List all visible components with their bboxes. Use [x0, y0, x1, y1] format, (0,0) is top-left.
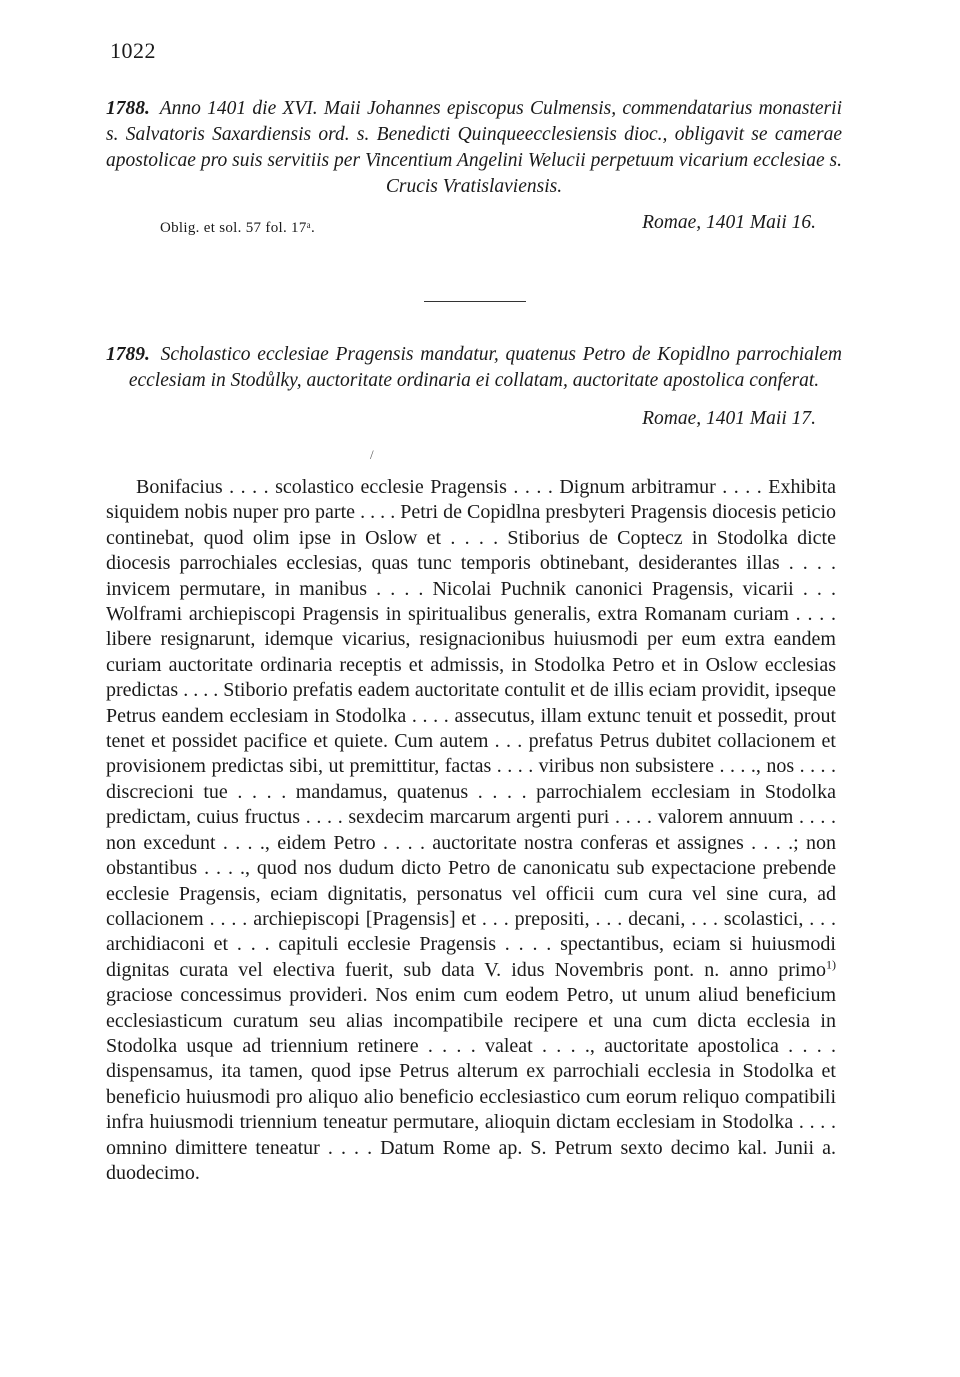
- entry-date: Romae, 1401 Maii 16.: [642, 212, 816, 233]
- document-body: [106, 475, 836, 1186]
- entry-number: 1788.: [106, 98, 150, 119]
- body-text-part-1: Bonifacius . . . . scolastico ecclesie Pragensis . . . . Dignum arbitramur . . . . Exhibita siquidem nobis nuper pro parte . . . . Petri de Copidlna presbyteri Pragensis diocesis peticio continebat, quod olim ipse in Oslow et . . . . Stiborius de Coptecz in Stodolka dicte diocesis parrochiales ecclesias, quas tunc temporis obtinebant, desiderantes illas . . . . invicem permutare, in manibus . . . . Nicolai Puchnik canonici Pragensis, vicarii . . . Wolframi archiepiscopi Pragensis in spiritualibus generalis, extra Romanam curiam . . . . libere resignarunt, idemque vicarius, resignacionibus huiusmodi per eum extra eandem curiam auctoritate ordinaria receptis et admissis, in Stodolka Petro et in Oslow ecclesias predictas . . . . Stiborio prefatis eadem auctoritate contulit et de illis eciam providit, ipseque Petrus eandem ecclesiam in Stodolka . . . . assecutus, illam extunc tenuit et possedit, prout tenet et possidet pacifice et quiete. Cum autem . . . prefatus Petrus dubitet collacionem et provisionem predictas sibi, ut premittitur, factas . . . . viribus non subsistere . . . ., nos . . . . discrecioni tue . . . . mandamus, quatenus . . . . parrochialem ecclesiam in Stodolka predictam, cuius fructus . . . . sexdecim marcarum argenti puri . . . . valorem annuum . . . . non excedunt . . . ., eidem Petro . . . . auctoritate nostra conferas et assignes . . . .; non obstantibus . . . ., quod nos dudum dicto Petro de canonicatu sub expectacione prebende ecclesie Pragensis, eciam dignitatis, personatus vel officii cum cura vel sine cura, ad collacionem . . . . archiepiscopi [Pragensis] et . . . prepositi, . . . decani, . . . scolastici, . . . archidiaconi et . . . capituli ecclesie Pragensis . . . . spectantibus, eciam si huiusmodi dignitas curata vel electiva fuerit, sub data V. idus Novembris pont. n. anno primo: [106, 476, 836, 981]
- footnote-reference: 1): [826, 957, 836, 972]
- entry-1788: [106, 96, 842, 234]
- entry-date: Romae, 1401 Maii 17.: [642, 408, 816, 429]
- body-text-part-2: graciose concessimus provideri. Nos enim cum eodem Petro, ut unum aliud beneficium ecclesiasticum curatum seu alias incompatibile recipere et una cum dicta ecclesia in Stodolka usque ad triennium retinere . . . . valeat . . . ., auctoritate apostolica . . . . dispensamus, ita tamen, quod ipse Petrus alterum ex parrochiali ecclesia in Stodolka et beneficio huiusmodi pro aliquo alio beneficio ecclesiastico cum eorum reliquo compatibili infra huiusmodi triennium teneatur permutare, alioquin dictam ecclesiam in Stodolka . . . . omnino dimittere teneatur . . . . Datum Rome ap. S. Petrum sexto decimo kal. Junii a. duodecimo.: [106, 984, 836, 1184]
- entry-summary: [106, 342, 842, 394]
- entry-summary: [106, 96, 842, 200]
- entry-number: 1789.: [106, 344, 150, 365]
- source-reference: Oblig. et sol. 57 fol. 17ᵃ.: [160, 220, 316, 236]
- entry-summary-text: Anno 1401 die XVI. Maii Johannes episcopus Culmensis, commendatarius monasterii s. Salvatoris Saxardiensis ord. s. Benedicti Quinqueecclesiensis dioc., obligavit se camerae apostolicae pro suis servitiis per Vincentium Angelini Welucii perpetuum vicarium ecclesiae s. Crucis Vratislaviensis.: [106, 98, 842, 197]
- entry-1789: [106, 342, 842, 428]
- date-row: [106, 394, 842, 428]
- page-number: 1022: [110, 38, 156, 63]
- source-date-row: [106, 200, 842, 234]
- entry-summary-text: Scholastico ecclesiae Pragensis mandatur, quatenus Petro de Kopidlno parrochialem ecclesiam in Stodůlky, auctoritate ordinaria ei collatam, auctoritate apostolica conferat.: [128, 344, 843, 391]
- margin-mark: /: [370, 447, 374, 462]
- section-divider: [424, 301, 526, 302]
